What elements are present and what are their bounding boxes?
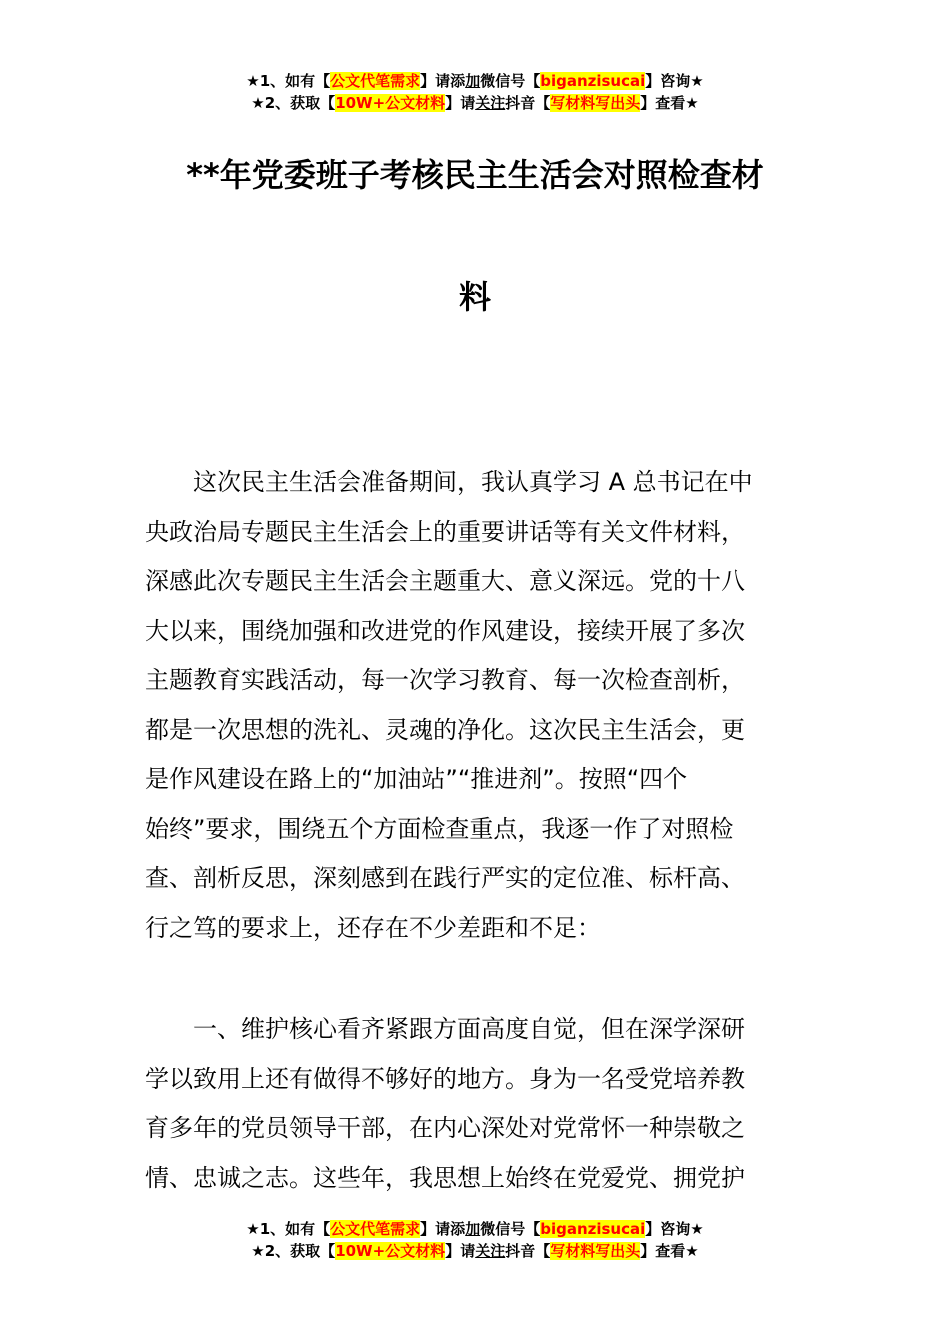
text-line: 育多年的党员领导干部，在内心深处对党常怀一种崇敬之 xyxy=(145,1114,745,1142)
text-line: 是作风建设在路上的“加油站”“推进剂”。按照“四个 xyxy=(145,765,688,793)
text-line: 情、忠诚之志。这些年，我思想上始终在党爱党、拥党护 xyxy=(145,1163,745,1192)
highlight-service: 公文代笔需求 xyxy=(330,72,421,90)
banner-line-2: ★2、获取【10W+公文材料】请关注抖音【写材料写出头】查看★ xyxy=(251,94,699,112)
text-line: 都是一次思想的洗礼、灵魂的净化。这次民主生活会，更 xyxy=(145,715,745,744)
footer-banner xyxy=(0,1218,950,1262)
text-line: 学以致用上还有做得不够好的地方。身为一名受党培养教 xyxy=(145,1064,745,1093)
text-line: 深感此次专题民主生活会主题重大、意义深远。党的十八 xyxy=(145,567,745,595)
header-banner xyxy=(0,70,950,114)
document-title-line-2: 料 xyxy=(458,278,491,316)
text-line: 这次民主生活会准备期间，我认真学习 A 总书记在中 xyxy=(145,468,753,496)
text-line: 央政治局专题民主生活会上的重要讲话等有关文件材料， xyxy=(145,517,745,546)
text-line: 主题教育实践活动，每一次学习教育、每一次检查剖析， xyxy=(145,666,745,694)
highlight-service: 公文代笔需求 xyxy=(330,1220,421,1238)
body-paragraph-1 xyxy=(145,458,810,953)
highlight-douyin: 写材料写出头 xyxy=(550,94,641,112)
highlight-materials: 10W+公文材料 xyxy=(335,1242,446,1260)
text-line: 查、剖析反思，深刻感到在践行严实的定位准、标杆高、 xyxy=(145,864,745,892)
banner-line-2: ★2、获取【10W+公文材料】请关注抖音【写材料写出头】查看★ xyxy=(251,1242,699,1260)
text-line: 一、维护核心看齐紧跟方面高度自觉，但在深学深研 xyxy=(145,1015,745,1043)
highlight-materials: 10W+公文材料 xyxy=(335,94,446,112)
body-paragraph-2 xyxy=(145,1005,810,1203)
text-line: 始终”要求，围绕五个方面检查重点，我逐一作了对照检 xyxy=(145,814,734,843)
highlight-douyin: 写材料写出头 xyxy=(550,1242,641,1260)
highlight-wechat-id: biganzisucai xyxy=(540,1220,646,1238)
text-line: 行之笃的要求上，还存在不少差距和不足： xyxy=(145,913,601,942)
document-title-line-1: **年党委班子考核民主生活会对照检查材 xyxy=(186,156,764,194)
highlight-wechat-id: biganzisucai xyxy=(540,72,646,90)
text-line: 大以来，围绕加强和改进党的作风建设，接续开展了多次 xyxy=(145,616,745,645)
banner-line-1: ★1、如有【公文代笔需求】请添加微信号【biganzisucai】咨询★ xyxy=(246,72,704,90)
banner-line-1: ★1、如有【公文代笔需求】请添加微信号【biganzisucai】咨询★ xyxy=(246,1220,704,1238)
